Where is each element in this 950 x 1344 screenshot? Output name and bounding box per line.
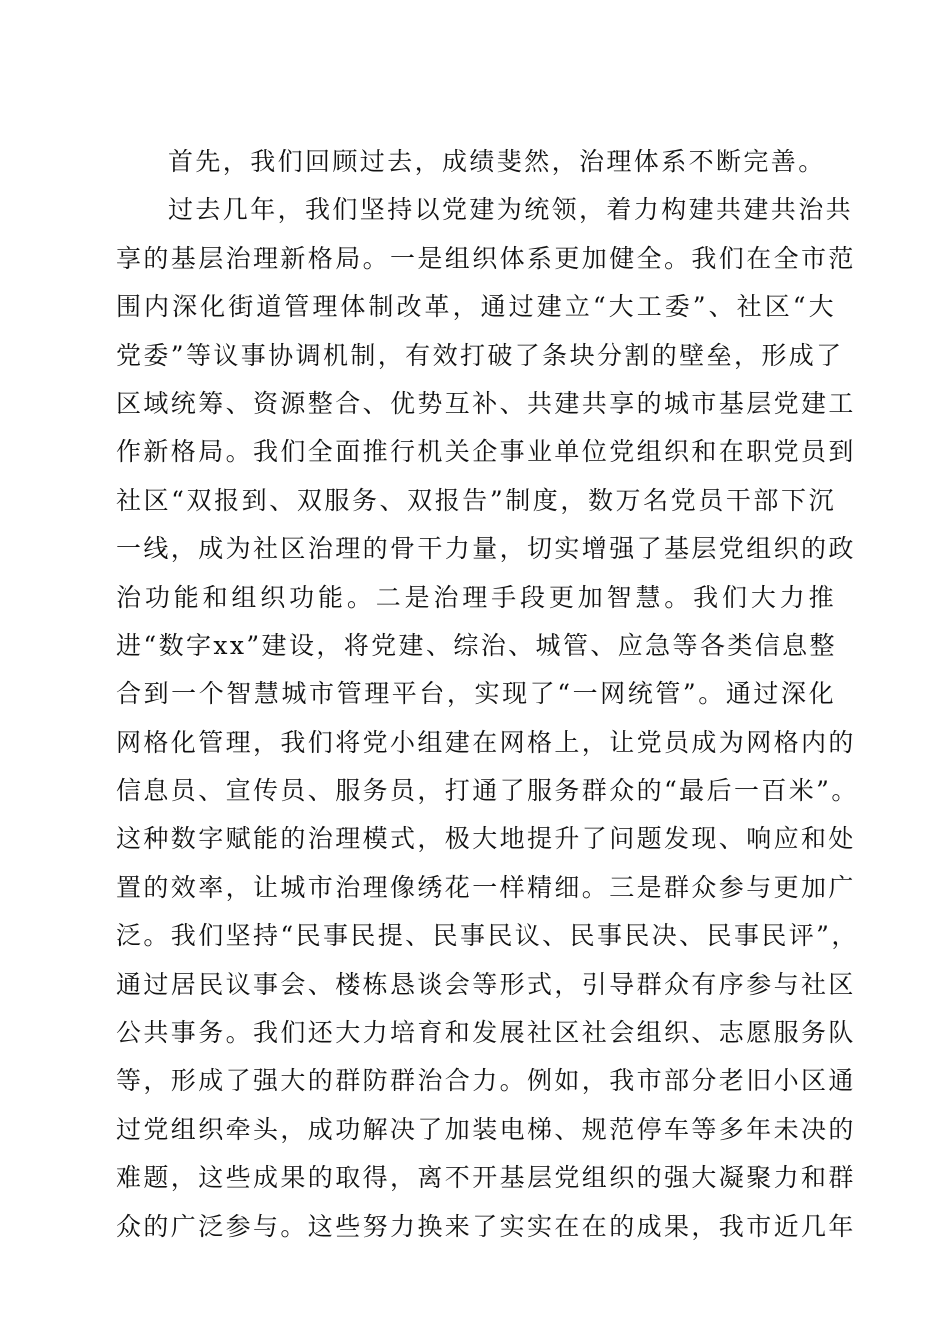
body-line: 进“数字xx”建设，将党建、综治、城管、应急等各类信息整 [116, 630, 837, 660]
body-line: 过党组织牵头，成功解决了加装电梯、规范停车等多年未决的 [116, 1114, 856, 1144]
body-line: 通过居民议事会、楼栋恳谈会等形式，引导群众有序参与社区 [116, 969, 856, 999]
body-line: 这种数字赋能的治理模式，极大地提升了问题发现、响应和处 [116, 824, 856, 854]
body-line: 等，形成了强大的群防群治合力。例如，我市部分老旧小区通 [116, 1066, 856, 1096]
heading-paragraph: 首先，我们回顾过去，成绩斐然，治理体系不断完善。 [168, 147, 826, 176]
body-line: 众的广泛参与。这些努力换来了实实在在的成果，我市近几年 [116, 1211, 856, 1241]
body-line: 一线，成为社区治理的骨干力量，切实增强了基层党组织的政 [116, 534, 856, 564]
body-line: 治功能和组织功能。二是治理手段更加智慧。我们大力推 [116, 582, 836, 612]
body-line: 党委”等议事协调机制，有效打破了条块分割的壁垒，形成了 [116, 340, 844, 370]
body-line: 置的效率，让城市治理像绣花一样精细。三是群众参与更加广 [116, 872, 856, 902]
body-line: 围内深化街道管理体制改革，通过建立“大工委”、社区“大 [116, 292, 836, 322]
body-line: 过去几年，我们坚持以党建为统领，着力构建共建共治共 [168, 195, 854, 225]
document-body [116, 138, 859, 1251]
body-line: 信息员、宣传员、服务员，打通了服务群众的“最后一百米”。 [116, 776, 859, 806]
body-line: 区域统筹、资源整合、优势互补、共建共享的城市基层党建工 [116, 388, 856, 418]
body-line: 合到一个智慧城市管理平台，实现了“一网统管”。通过深化 [116, 679, 836, 709]
body-line: 享的基层治理新格局。一是组织体系更加健全。我们在全市范 [116, 243, 856, 273]
body-line: 社区“双报到、双服务、双报告”制度，数万名党员干部下沉 [116, 485, 836, 515]
body-line: 网格化管理，我们将党小组建在网格上，让党员成为网格内的 [116, 727, 856, 757]
body-line: 泛。我们坚持“民事民提、民事民议、民事民决、民事民评”， [116, 921, 859, 951]
body-line: 公共事务。我们还大力培育和发展社区社会组织、志愿服务队 [116, 1018, 856, 1048]
body-line: 难题，这些成果的取得，离不开基层党组织的强大凝聚力和群 [116, 1163, 856, 1193]
body-line: 作新格局。我们全面推行机关企事业单位党组织和在职党员到 [116, 437, 856, 467]
